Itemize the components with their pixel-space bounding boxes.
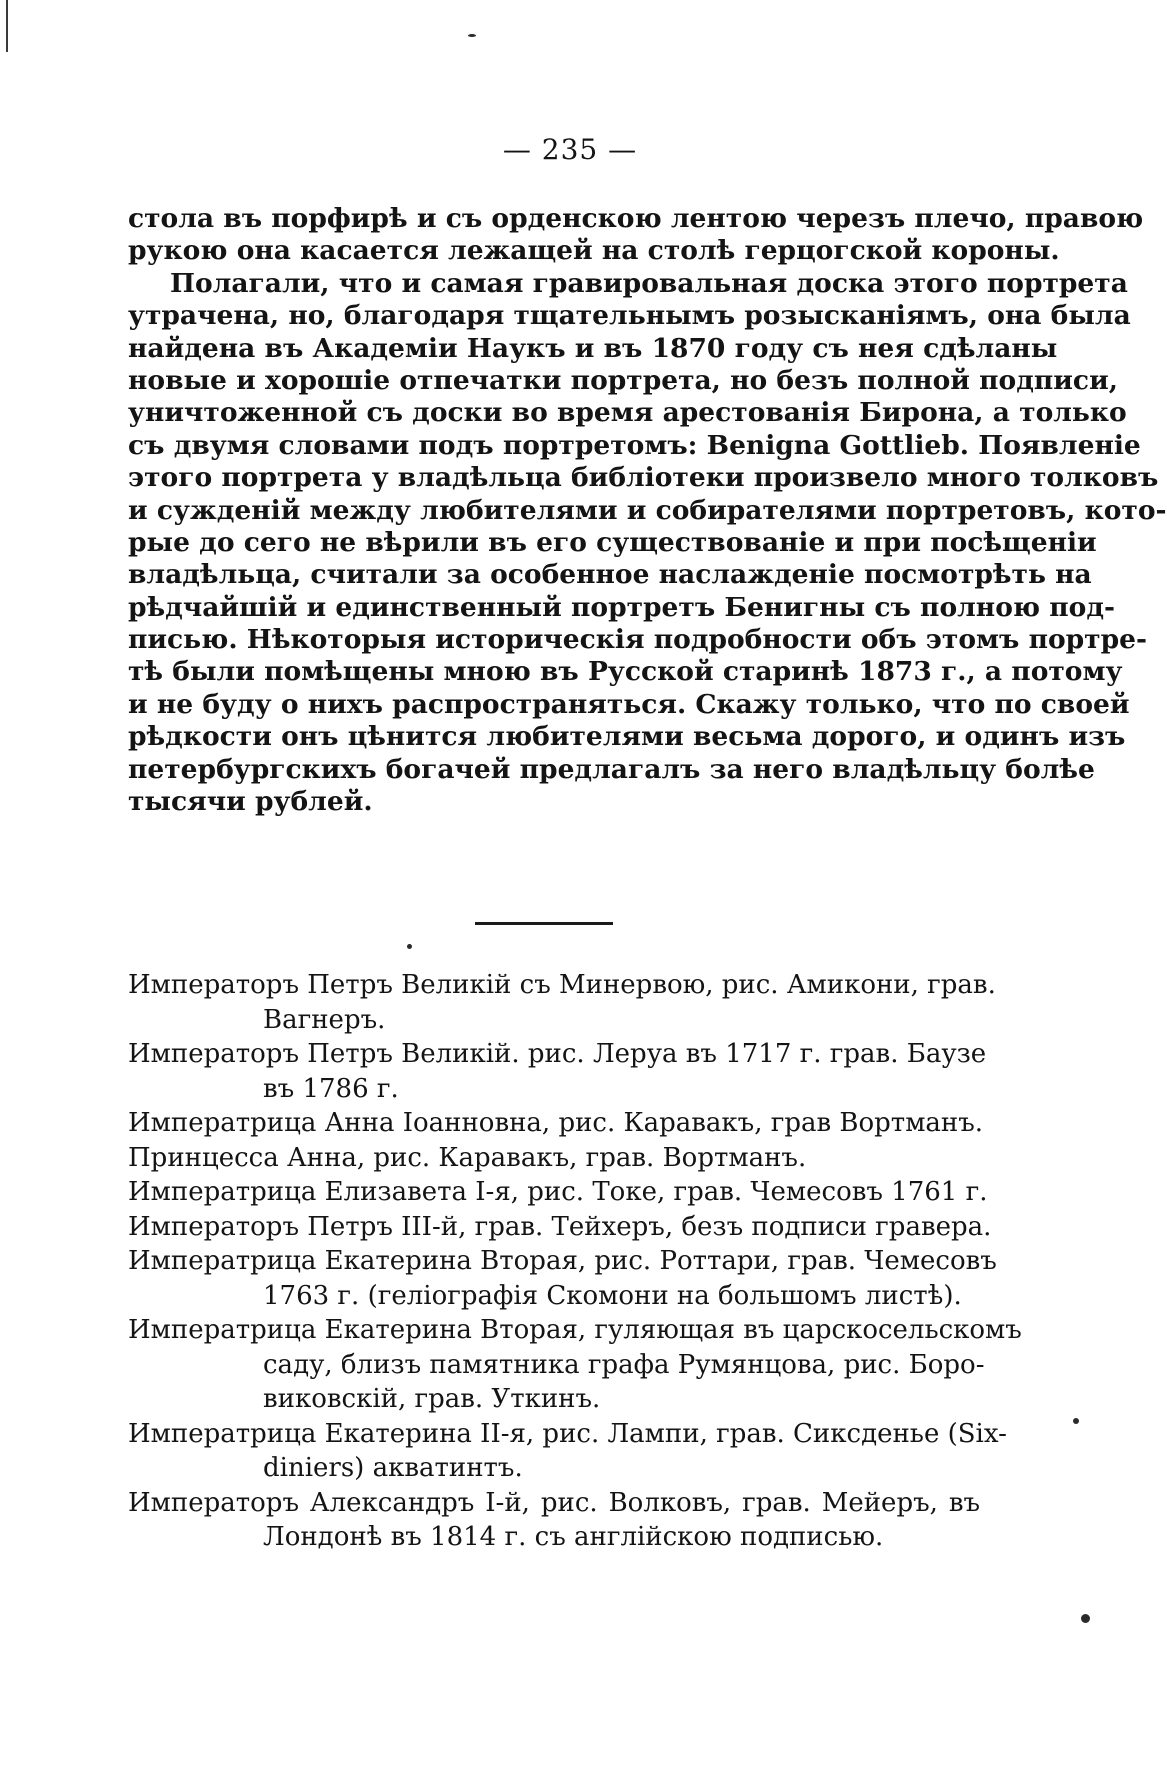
scan-speck — [468, 34, 476, 37]
body-line: и сужденій между любителями и собирателями портретовъ, кото- — [128, 494, 1167, 526]
body-line: рѣдкости онъ цѣнится любителями весьма дорого, и одинъ изъ — [128, 721, 1126, 753]
body-line: писью. Нѣкоторыя историческія подробности объ этомъ портре- — [128, 624, 1147, 656]
body-line: найдена въ Академіи Наукъ и въ 1870 году съ нея сдѣланы — [128, 332, 1058, 364]
scan-speck — [407, 944, 412, 949]
body-line: рукою она касается лежащей на столѣ герцогской короны. — [128, 235, 1060, 267]
list-item — [128, 1210, 992, 1245]
page-number: — 235 — — [502, 133, 638, 166]
body-line: тѣ были помѣщены мною въ Русской старинѣ 1873 г., а потому — [128, 656, 1123, 688]
body-line: петербургскихъ богачей предлагалъ за него владѣльцу болѣе — [128, 753, 1095, 785]
body-line: новые и хорошіе отпечатки портрета, но безъ полной подписи, — [128, 364, 1118, 396]
body-line: рые до сего не вѣрили въ его существованіе и при посѣщеніи — [128, 526, 1097, 558]
list-item — [128, 1141, 980, 1176]
list-item — [128, 968, 996, 1037]
scan-speck — [1081, 1614, 1090, 1623]
list-item-first-line: Императрица Екатерина II-я, рис. Лампи, грав. Сиксденье (Six- — [128, 1418, 1007, 1449]
list-item — [128, 1486, 980, 1555]
section-divider — [475, 922, 613, 925]
scan-edge-mark — [6, 0, 8, 52]
body-line: тысячи рублей. — [128, 786, 373, 818]
list-item — [128, 1037, 987, 1106]
list-item-first-line: Императоръ Петръ Великій съ Минервою, рис. Амикони, грав. — [128, 970, 996, 1000]
list-item — [128, 1175, 988, 1210]
list-item-first-line: Императрица Анна Іоанновна, рис. Каравакъ, грав Вортманъ. — [128, 1108, 984, 1138]
body-line: владѣльца, считали за особенное наслажденіе посмотрѣть на — [128, 559, 1092, 591]
list-item-continuation: въ 1786 г. — [263, 1073, 399, 1104]
body-line: уничтоженной съ доски во время арестованія Бирона, а только — [128, 397, 1127, 429]
list-item-continuation: 1763 г. (геліографія Скомони на большомъ листѣ). — [263, 1280, 962, 1311]
list-item-continuation: Лондонѣ въ 1814 г. съ англійскою подписью. — [263, 1522, 884, 1552]
body-line: Полагали, что и самая гравировальная доска этого портрета — [170, 267, 1128, 299]
body-line: съ двумя словами подъ портретомъ: Benigna Gottlieb. Появленіе — [128, 429, 1141, 461]
list-item-first-line: Императоръ Александръ І-й, рис. Волковъ, грав. Мейеръ, въ — [128, 1487, 980, 1518]
list-item — [128, 1244, 997, 1313]
portrait-list — [128, 968, 1022, 1555]
list-item-continuation: diniers) акватинтъ. — [263, 1453, 523, 1483]
body-line: и не буду о нихъ распространяться. Скажу только, что по своей — [128, 688, 1130, 720]
list-item-first-line: Императрица Екатерина Вторая, гуляющая въ царскосельскомъ — [128, 1315, 1022, 1345]
body-line: этого портрета у владѣльца библіотеки произвело много толковъ — [128, 462, 1159, 494]
body-paragraphs — [128, 203, 1167, 818]
list-item — [128, 1313, 1022, 1417]
body-line: рѣдчайшій и единственный портретъ Бенигны съ полною под- — [128, 591, 1116, 623]
list-item-continuation: Вагнеръ. — [263, 1004, 386, 1035]
list-item — [128, 1417, 1007, 1486]
list-item-first-line: Императрица Екатерина Вторая, рис. Роттари, грав. Чемесовъ — [128, 1246, 997, 1276]
list-item-first-line: Императоръ Петръ ІІІ-й, грав. Тейхеръ, безъ подписи гравера. — [128, 1211, 992, 1242]
body-line: стола въ порфирѣ и съ орденскою лентою черезъ плечо, правою — [128, 203, 1144, 234]
list-item-continuation: саду, близъ памятника графа Румянцова, рис. Боро- — [263, 1349, 985, 1380]
list-item-first-line: Императоръ Петръ Великій. рис. Леруа въ 1717 г. грав. Баузе — [128, 1039, 987, 1069]
list-item-first-line: Императрица Елизавета І-я, рис. Токе, грав. Чемесовъ 1761 г. — [128, 1177, 988, 1207]
body-line: утрачена, но, благодаря тщательнымъ розысканіямъ, она была — [128, 300, 1131, 332]
list-item-continuation: виковскій, грав. Уткинъ. — [263, 1384, 601, 1414]
scan-speck — [1073, 1418, 1079, 1424]
list-item-first-line: Принцесса Анна, рис. Каравакъ, грав. Вортманъ. — [128, 1142, 807, 1173]
list-item — [128, 1106, 984, 1141]
